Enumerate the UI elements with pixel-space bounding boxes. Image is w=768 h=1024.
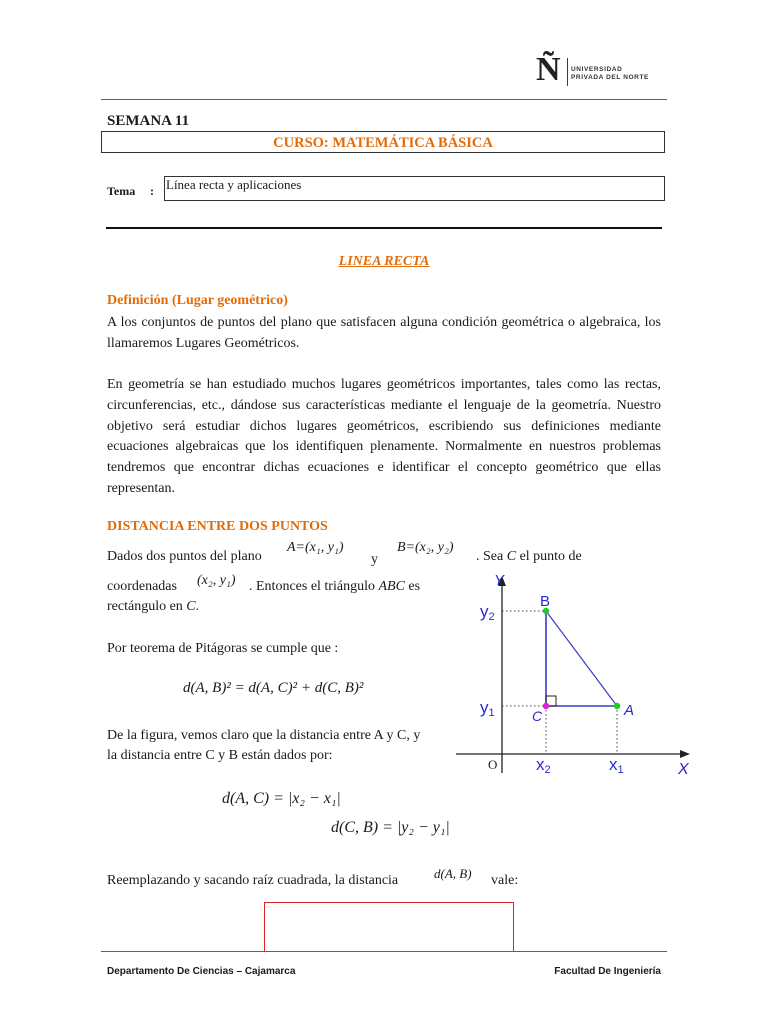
logo-line-1: UNIVERSIDAD xyxy=(571,66,623,73)
coordenadas-text: coordenadas xyxy=(107,579,177,594)
y1-sub: 1 xyxy=(488,707,495,719)
header-rule xyxy=(101,99,667,100)
figure-text-2: la distancia entre C y B están dados por: xyxy=(107,748,333,763)
y2-base: y xyxy=(480,602,489,621)
rectangulo-text xyxy=(107,598,199,616)
rect-post: . xyxy=(195,599,200,614)
logo-line-2: PRIVADA DEL NORTE xyxy=(571,74,649,81)
entonces-pre: . Entonces el triángulo xyxy=(249,579,379,594)
point-a xyxy=(614,703,620,709)
topic-colon: : xyxy=(150,184,154,198)
y2-label xyxy=(480,602,495,623)
rect-var: C xyxy=(186,599,196,614)
section-divider xyxy=(106,227,662,229)
point-a-formula: A=(x₁, y₁) xyxy=(287,540,344,555)
dab-formula: d(A, B) xyxy=(434,866,472,881)
origin-label: O xyxy=(488,757,498,772)
definition-text: A los conjuntos de puntos del plano que satisfacen alguna condición geométrica o algebraica, los llamaremos Lugares Geométricos. xyxy=(107,315,661,351)
x-axis-arrow xyxy=(680,750,690,758)
entonces-text xyxy=(249,578,420,596)
triangle-figure xyxy=(448,568,708,780)
point-b-label: B xyxy=(540,593,551,610)
pitagoras-text: Por teorema de Pitágoras se cumple que : xyxy=(107,641,339,656)
sea-c-var: C xyxy=(506,549,517,564)
sea-c-text xyxy=(476,548,582,566)
answer-box xyxy=(264,902,514,952)
pythagoras-formula: d(A, B)² = d(A, C)² + d(C, B)² xyxy=(183,680,364,696)
footer-rule xyxy=(101,951,667,952)
logo-text xyxy=(571,66,649,82)
point-c xyxy=(543,703,549,709)
footer-department: Departamento De Ciencias – Cajamarca xyxy=(107,966,296,977)
logo-separator xyxy=(567,58,568,86)
sea-c-post: el punto de xyxy=(516,549,582,564)
dados-text: Dados dos puntos del plano xyxy=(107,549,262,564)
distance-heading: DISTANCIA ENTRE DOS PUNTOS xyxy=(107,519,328,534)
sea-c-pre: . Sea xyxy=(476,549,507,564)
y-axis-label: Y xyxy=(494,572,505,589)
x2-sub: 2 xyxy=(544,764,551,776)
course-title-box: CURSO: MATEMÁTICA BÁSICA xyxy=(101,131,665,153)
side-ab xyxy=(546,611,617,706)
y2-sub: 2 xyxy=(488,611,495,623)
x1-label xyxy=(609,755,624,776)
rect-pre: rectángulo en xyxy=(107,599,187,614)
x2-base: x xyxy=(536,755,545,774)
definition-heading: Definición (Lugar geométrico) xyxy=(107,293,288,308)
topic-label: Tema xyxy=(107,184,136,198)
y1-label xyxy=(480,698,495,719)
x2-label xyxy=(536,755,551,776)
entonces-post: es xyxy=(404,579,421,594)
entonces-var: ABC xyxy=(378,579,405,594)
x1-sub: 1 xyxy=(617,764,624,776)
topic-value-box: Línea recta y aplicaciones xyxy=(164,176,665,201)
distance-cb-formula: d(C, B) = |y₂ − y₁| xyxy=(331,819,450,836)
university-logo xyxy=(536,52,666,92)
point-c-label: C xyxy=(532,708,543,724)
y1-base: y xyxy=(480,698,489,717)
reemplazando-text: Reemplazando y sacando raíz cuadrada, la distancia xyxy=(107,873,399,888)
y-conjunction: y xyxy=(371,552,378,567)
week-label: SEMANA 11 xyxy=(107,113,190,129)
footer-faculty: Facultad De Ingeniería xyxy=(554,966,661,977)
logo-mark: Ñ xyxy=(536,51,561,88)
x1-base: x xyxy=(609,755,618,774)
point-b-formula: B=(x₂, y₂) xyxy=(397,540,454,555)
vale-text: vale: xyxy=(491,873,519,888)
figure-text-1: De la figura, vemos claro que la distancia entre A y C, y xyxy=(107,728,421,743)
point-a-label: A xyxy=(624,702,635,719)
page-title: LINEA RECTA xyxy=(338,254,430,269)
distance-ac-formula: d(A, C) = |x₂ − x₁| xyxy=(222,790,341,807)
geometry-paragraph: En geometría se han estudiado muchos lugares geométricos importantes, tales como las rectas, circunferencias, etc., dándose sus características mediante el lenguaje de la geometría. Nuestro objetivo será estudiar dichos lugares geométricos, escribiendo sus definiciones mediante ecuaciones algebraicas que los identifiquen plenamente. Normalmente en nuestros problemas tendremos que encontrar dichas ecuaciones e identificar el concepto geométrico que ellas representan. xyxy=(107,377,661,496)
x-axis-label: X xyxy=(678,761,689,778)
point-c-coords: (x₂, y₁) xyxy=(197,573,236,588)
